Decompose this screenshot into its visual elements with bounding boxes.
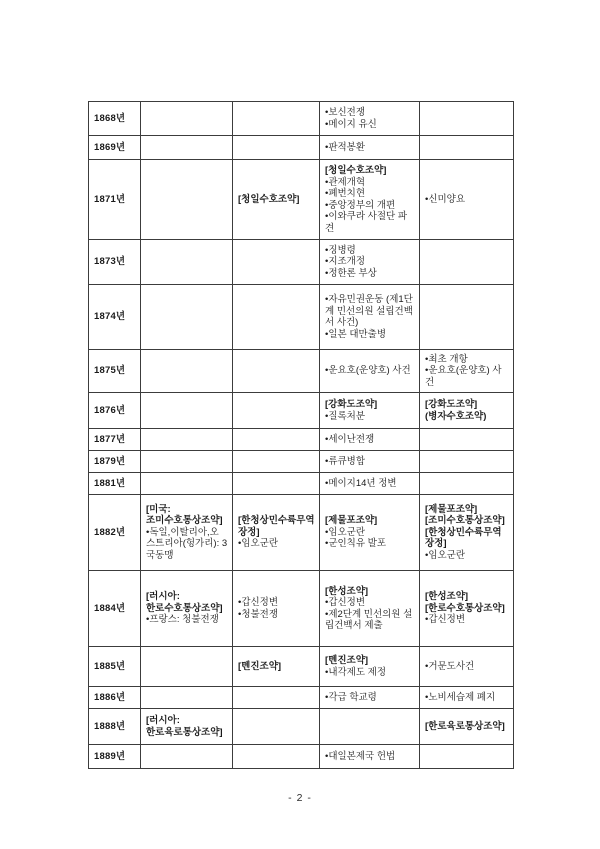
treaty-label: [한성조약] bbox=[325, 585, 369, 597]
treaty-label: [한청상민수륙무역장정] bbox=[238, 515, 315, 538]
table-row bbox=[89, 571, 514, 647]
event-item: •보신전쟁 bbox=[325, 107, 366, 118]
year-cell: 1877년 bbox=[89, 429, 141, 451]
table-row bbox=[89, 393, 514, 429]
content-cell bbox=[420, 350, 514, 393]
content-cell bbox=[233, 709, 320, 745]
content-cell bbox=[141, 473, 233, 495]
event-item: •판적봉환 bbox=[325, 141, 366, 153]
content-cell bbox=[141, 709, 233, 745]
content-cell bbox=[320, 571, 420, 647]
event-item: •정한론 부상 bbox=[325, 267, 377, 279]
content-cell bbox=[420, 647, 514, 687]
content-cell bbox=[320, 745, 420, 769]
year-cell: 1879년 bbox=[89, 451, 141, 473]
content-cell bbox=[141, 240, 233, 285]
event-item: •중앙정부의 개편 bbox=[325, 199, 396, 211]
table-row bbox=[89, 136, 514, 160]
content-cell bbox=[420, 495, 514, 571]
table-row bbox=[89, 429, 514, 451]
event-item: •갑신정변 bbox=[425, 614, 466, 626]
content-cell bbox=[141, 393, 233, 429]
content-cell bbox=[420, 102, 514, 136]
year-cell: 1885년 bbox=[89, 647, 141, 687]
year-cell: 1873년 bbox=[89, 240, 141, 285]
content-cell bbox=[141, 451, 233, 473]
page-number: - 2 - bbox=[288, 792, 312, 804]
treaty-label: [제물포조약] bbox=[325, 515, 378, 527]
treaty-label: [한로육로통상조약] bbox=[425, 720, 505, 732]
treaty-label: (병자수호조약) bbox=[425, 410, 487, 422]
content-cell bbox=[420, 451, 514, 473]
table-row bbox=[89, 240, 514, 285]
content-cell bbox=[420, 240, 514, 285]
content-cell bbox=[141, 160, 233, 240]
treaty-label: [한로수호통상조약] bbox=[425, 602, 505, 614]
content-cell bbox=[420, 687, 514, 709]
content-cell bbox=[420, 160, 514, 240]
content-cell bbox=[320, 240, 420, 285]
table-row bbox=[89, 102, 514, 136]
content-cell bbox=[420, 473, 514, 495]
content-cell bbox=[233, 285, 320, 350]
year-cell: 1869년 bbox=[89, 136, 141, 160]
content-cell bbox=[141, 495, 233, 571]
year-cell: 1881년 bbox=[89, 473, 141, 495]
treaty-label: 한로육로통상조약] bbox=[146, 726, 223, 738]
content-cell bbox=[233, 393, 320, 429]
content-cell bbox=[320, 136, 420, 160]
treaty-label: [강화도조약] bbox=[425, 399, 478, 410]
event-item: •군인칙유 발포 bbox=[325, 538, 387, 550]
content-cell bbox=[420, 571, 514, 647]
event-item: •질록처분 bbox=[325, 410, 366, 422]
content-cell bbox=[233, 160, 320, 240]
event-item: •프랑스: 청불전쟁 bbox=[146, 614, 219, 626]
content-cell bbox=[141, 647, 233, 687]
content-cell bbox=[233, 473, 320, 495]
table-row bbox=[89, 687, 514, 709]
year-cell: 1884년 bbox=[89, 571, 141, 647]
content-cell bbox=[420, 429, 514, 451]
treaty-label: [제물포조약] bbox=[425, 503, 478, 515]
content-cell bbox=[320, 429, 420, 451]
timeline-table-body bbox=[89, 102, 514, 769]
content-cell bbox=[420, 285, 514, 350]
event-item: •임오군란 bbox=[425, 549, 466, 561]
event-item: •일본 대만출병 bbox=[325, 328, 387, 340]
event-item: •메이지14년 정변 bbox=[325, 477, 397, 489]
content-cell bbox=[320, 687, 420, 709]
content-cell bbox=[141, 687, 233, 709]
content-cell bbox=[233, 102, 320, 136]
event-item: •관제개혁 bbox=[325, 176, 366, 188]
treaty-label: [청일수호조약] bbox=[325, 165, 387, 176]
content-cell bbox=[233, 687, 320, 709]
table-row bbox=[89, 350, 514, 393]
event-item: •최초 개항 bbox=[425, 353, 468, 365]
content-cell bbox=[320, 473, 420, 495]
content-cell bbox=[420, 393, 514, 429]
content-cell bbox=[141, 745, 233, 769]
content-cell bbox=[233, 745, 320, 769]
treaty-label: 조미수호통상조약] bbox=[146, 515, 223, 527]
content-cell bbox=[320, 709, 420, 745]
treaty-label: [러시아: bbox=[146, 715, 180, 726]
event-item: •메이지 유신 bbox=[325, 118, 377, 130]
table-row bbox=[89, 473, 514, 495]
content-cell bbox=[320, 647, 420, 687]
content-cell bbox=[420, 136, 514, 160]
event-item: •임오군란 bbox=[238, 538, 279, 550]
table-row bbox=[89, 285, 514, 350]
treaty-label: [미국: bbox=[146, 503, 171, 515]
content-cell bbox=[233, 136, 320, 160]
event-item: •거문도사건 bbox=[425, 660, 475, 672]
table-row bbox=[89, 160, 514, 240]
content-cell bbox=[141, 429, 233, 451]
treaty-label: [강화도조약] bbox=[325, 399, 378, 410]
content-cell bbox=[320, 285, 420, 350]
event-item: •내각제도 제정 bbox=[325, 666, 387, 678]
treaty-label: [한청상민수륙무역장정] bbox=[425, 526, 502, 550]
event-item: •청불전쟁 bbox=[238, 608, 279, 620]
content-cell bbox=[141, 350, 233, 393]
content-cell bbox=[233, 240, 320, 285]
treaty-label: [조미수호통상조약] bbox=[425, 515, 505, 527]
year-cell: 1889년 bbox=[89, 745, 141, 769]
event-item: •갑신정변 bbox=[325, 597, 366, 608]
event-item: •이와쿠라 사절단 파견 bbox=[325, 211, 408, 234]
content-cell bbox=[141, 136, 233, 160]
content-cell bbox=[141, 102, 233, 136]
year-cell: 1882년 bbox=[89, 495, 141, 571]
treaty-label: [러시아: bbox=[146, 591, 180, 603]
content-cell bbox=[233, 495, 320, 571]
event-item: •독일,이탈리아,오스트리아(헝가리): 3국동맹 bbox=[146, 526, 228, 561]
event-item: •징병령 bbox=[325, 244, 356, 256]
event-item: •신미양요 bbox=[425, 193, 466, 205]
content-cell bbox=[233, 350, 320, 393]
event-item: •대일본제국 헌법 bbox=[325, 750, 396, 762]
table-row bbox=[89, 451, 514, 473]
content-cell bbox=[320, 350, 420, 393]
event-item: •류큐병합 bbox=[325, 455, 366, 467]
year-cell: 1886년 bbox=[89, 687, 141, 709]
content-cell bbox=[233, 647, 320, 687]
content-cell bbox=[320, 451, 420, 473]
year-cell: 1874년 bbox=[89, 285, 141, 350]
content-cell bbox=[320, 102, 420, 136]
event-item: •세이난전쟁 bbox=[325, 433, 375, 445]
treaty-label: [한성조약] bbox=[425, 591, 469, 603]
content-cell bbox=[320, 160, 420, 240]
treaty-label: [톈진조약] bbox=[238, 660, 282, 672]
content-cell bbox=[233, 451, 320, 473]
year-cell: 1871년 bbox=[89, 160, 141, 240]
treaty-label: 한로수호통상조약] bbox=[146, 602, 223, 614]
content-cell bbox=[320, 495, 420, 571]
event-item: •각급 학교령 bbox=[325, 691, 377, 703]
event-item: •운요호(운양호) 사건 bbox=[425, 365, 502, 388]
content-cell bbox=[141, 571, 233, 647]
event-item: •갑신정변 bbox=[238, 597, 279, 608]
event-item: •운요호(운양호) 사건 bbox=[325, 365, 411, 377]
content-cell bbox=[233, 571, 320, 647]
event-item: •임오군란 bbox=[325, 526, 366, 538]
content-cell bbox=[420, 709, 514, 745]
event-item: •노비세습제 폐지 bbox=[425, 691, 496, 703]
table-row bbox=[89, 495, 514, 571]
year-cell: 1876년 bbox=[89, 393, 141, 429]
year-cell: 1868년 bbox=[89, 102, 141, 136]
event-item: •제2단계 민선의원 설립건백서 제출 bbox=[325, 608, 413, 631]
year-cell: 1888년 bbox=[89, 709, 141, 745]
history-timeline-table bbox=[88, 101, 514, 769]
treaty-label: [청일수호조약] bbox=[238, 193, 300, 205]
table-row bbox=[89, 709, 514, 745]
event-item: •폐번치현 bbox=[325, 188, 366, 199]
content-cell bbox=[233, 429, 320, 451]
content-cell bbox=[320, 393, 420, 429]
table-row bbox=[89, 647, 514, 687]
content-cell bbox=[420, 745, 514, 769]
table-row bbox=[89, 745, 514, 769]
event-item: •지조개정 bbox=[325, 256, 366, 268]
event-item: •자유민권운동 (제1단계 민선의원 설립건백서 사건) bbox=[325, 294, 413, 328]
content-cell bbox=[141, 285, 233, 350]
treaty-label: [톈진조약] bbox=[325, 655, 369, 666]
year-cell: 1875년 bbox=[89, 350, 141, 393]
